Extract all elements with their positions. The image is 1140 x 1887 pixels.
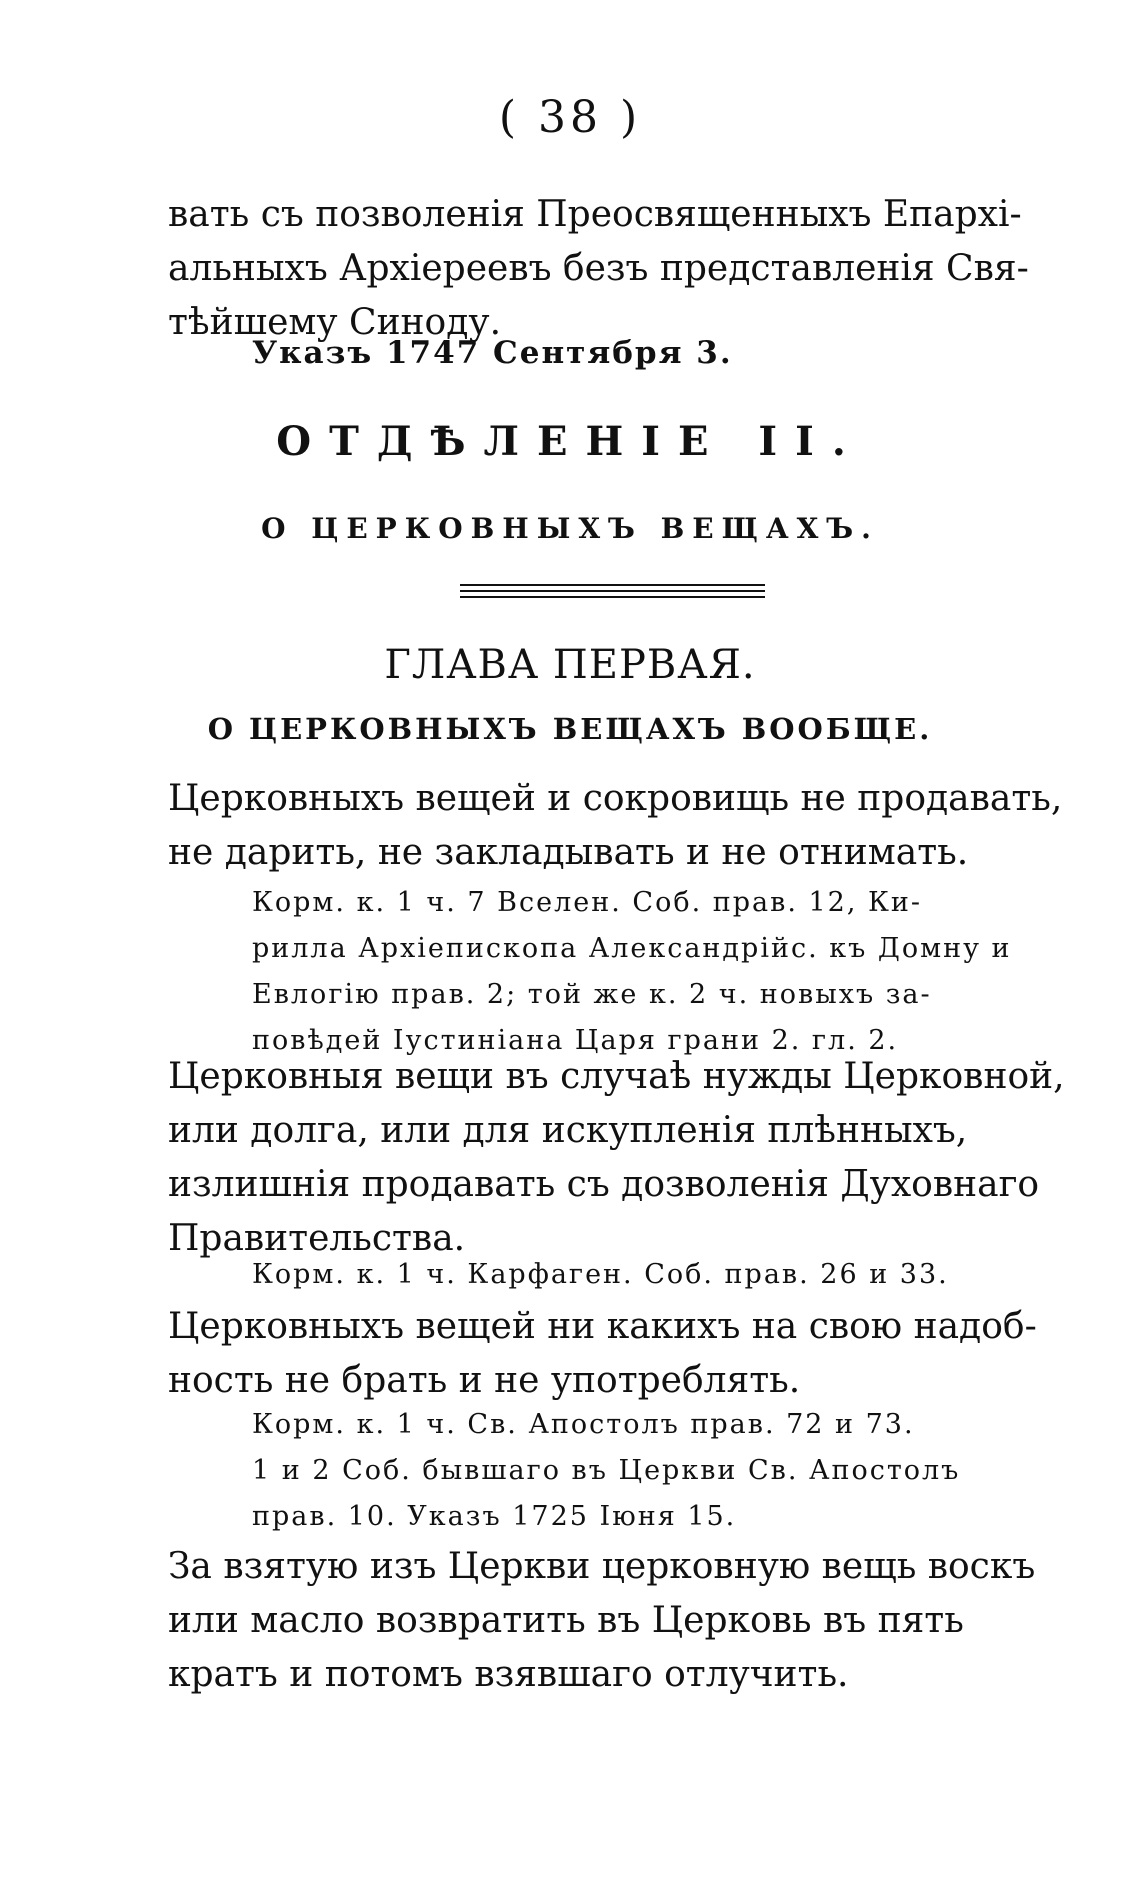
intro-ukaz-citation: Указъ 1747 Сентября 3. (252, 335, 733, 371)
intro-line: тѣйшему Синоду. (168, 302, 502, 343)
divider-rule-middle (460, 590, 765, 592)
paragraph-line: ность не брать и не употреблять. (168, 1360, 801, 1401)
article-paragraph (168, 772, 1063, 880)
citation-line: рилла Архіепископа Александрійс. къ Домну и (252, 933, 1012, 964)
citation-line: прав. 10. Указъ 1725 Іюня 15. (252, 1501, 737, 1532)
article-citation (252, 1252, 1052, 1298)
citation-line: 1 и 2 Соб. бывшаго въ Церкви Св. Апостолъ (252, 1455, 961, 1486)
paragraph-line: или долга, или для искупленія плѣнныхъ, (168, 1110, 968, 1151)
article-paragraph (168, 1540, 1048, 1702)
paragraph-line: Правительства. (168, 1218, 466, 1259)
paragraph-line: Церковныя вещи въ случаѣ нужды Церковной, (168, 1056, 1065, 1097)
article-citation (252, 880, 1052, 1064)
intro-line: вать съ позволенія Преосвященныхъ Епархі- (168, 194, 1022, 235)
article-paragraph (168, 1050, 1065, 1266)
paragraph-line: Церковныхъ вещей ни какихъ на свою надоб- (168, 1306, 1037, 1347)
intro-paragraph (168, 188, 1048, 350)
citation-line: Корм. к. 1 ч. 7 Вселен. Соб. прав. 12, Ки- (252, 887, 923, 918)
section-subtitle: О ЦЕРКОВНЫХЪ ВЕЩАХЪ. (261, 512, 879, 545)
paragraph-line: Церковныхъ вещей и сокровищь не продавать, (168, 778, 1063, 819)
paragraph-line: не дарить, не закладывать и не отнимать. (168, 832, 969, 873)
paragraph-line: или масло возвратить въ Церковь въ пять (168, 1600, 964, 1641)
citation-line: Корм. к. 1 ч. Св. Апостолъ прав. 72 и 73. (252, 1409, 915, 1440)
paragraph-line: За взятую изъ Церкви церковную вещь воскъ (168, 1546, 1036, 1587)
divider-rule-bottom (460, 596, 765, 598)
divider-rule-top (460, 584, 765, 586)
citation-line: Евлогію прав. 2; той же к. 2 ч. новыхъ за- (252, 979, 932, 1010)
citation-line: Корм. к. 1 ч. Карфаген. Соб. прав. 26 и 33. (252, 1259, 949, 1290)
paragraph-line: излишнія продавать съ дозволенія Духовнаго (168, 1164, 1040, 1205)
chapter-subtitle: О ЦЕРКОВНЫХЪ ВЕЩАХЪ ВООБЩЕ. (207, 712, 933, 746)
chapter-title: ГЛАВА ПЕРВАЯ. (384, 642, 756, 688)
page-number: ( 38 ) (498, 92, 642, 143)
article-citation (252, 1402, 1052, 1540)
section-title: ОТДѢЛЕНІЕ II. (276, 418, 864, 465)
article-paragraph (168, 1300, 1048, 1408)
citation-line: повѣдей Іустиніана Царя грани 2. гл. 2. (252, 1025, 899, 1056)
paragraph-line: кратъ и потомъ взявшаго отлучить. (168, 1654, 849, 1695)
intro-line: альныхъ Архіереевъ безъ представленія Свя- (168, 248, 1029, 289)
